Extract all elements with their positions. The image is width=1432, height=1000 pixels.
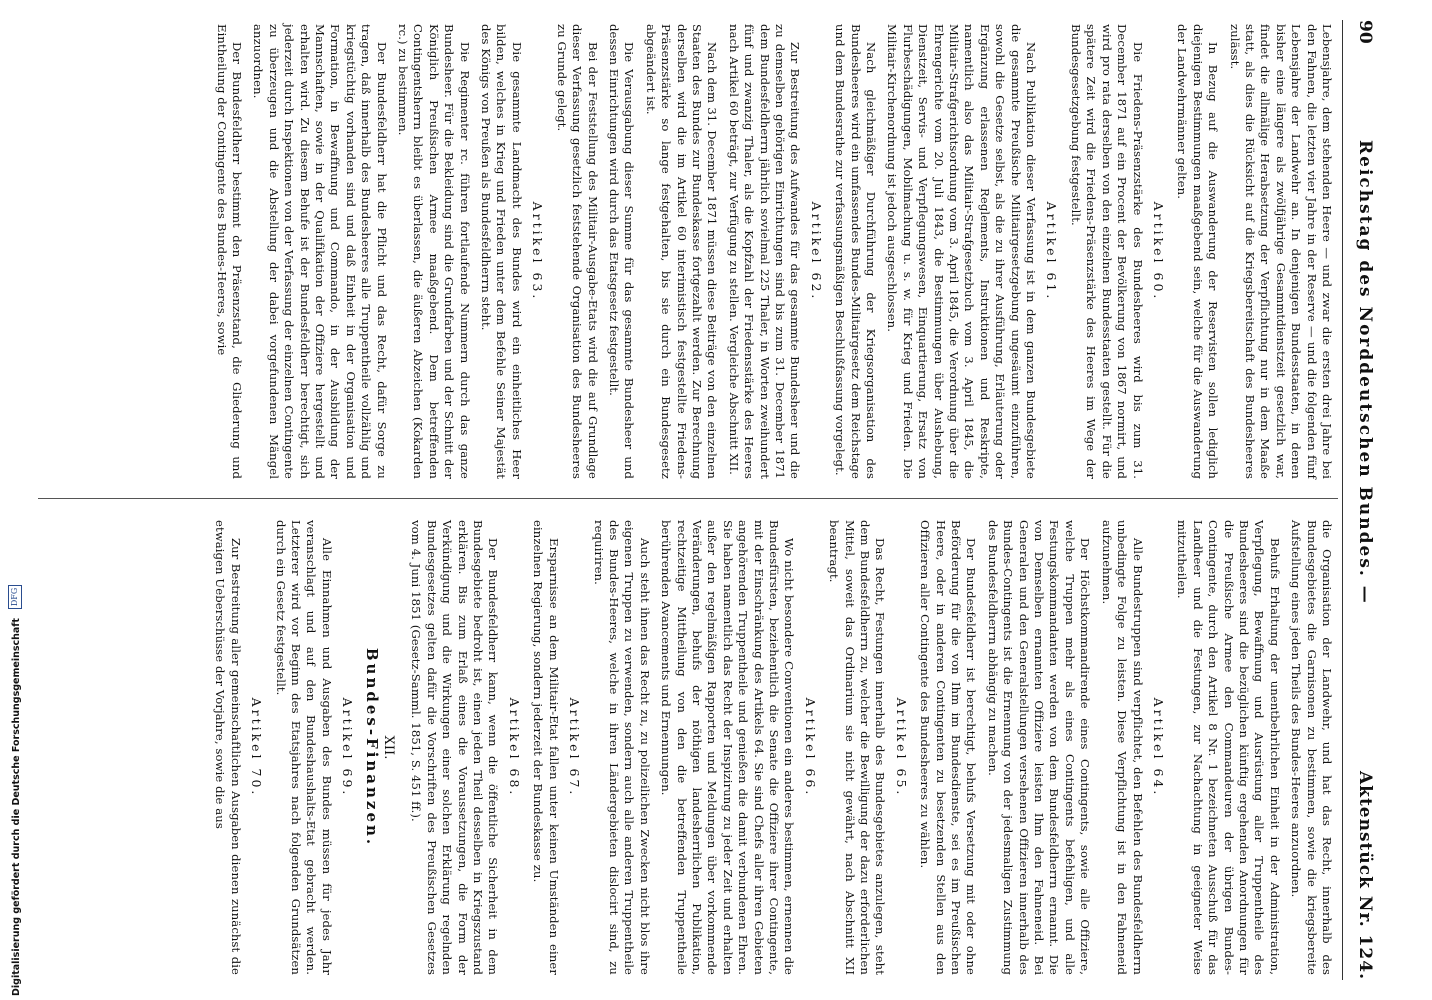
credit-rotator <box>4 576 22 996</box>
paragraph: Nach gleichmäßiger Durchführung der Kriegsorganisation des Bundesheeres wird ein umfassendes Bundes-Militairgesetz dem Reichstage und dem Bundesrathe zur verfassungsmäßigen Beschlußfassung vorgelegt. <box>833 24 879 479</box>
article-heading: Artikel 63. <box>530 201 546 302</box>
section-number: XII. <box>381 735 397 760</box>
paragraph: Zur Bestreitung aller gemeinschaftlichen Ausgaben dienen zunächst die etwaigen Ueberschüsse der Vorjahre, sowie die aus <box>213 520 243 975</box>
paragraph: Alle Bundestruppen sind verpflichtet, den Befehlen des Bundesfeldherrn unbedingte Folge zu leisten. Diese Verpflichtung ist in den Fahneneid aufzunehmen. <box>1099 520 1145 975</box>
page-header <box>1348 20 1375 980</box>
section-title: Bundes-Finanzen. <box>362 647 381 848</box>
paragraph: Nach Publikation dieser Verfassung ist in dem ganzen Bundesgebiete die gesammte Preußische Militairgesetzgebung ungesäumt einzuführen, sowohl die Gesetze selbst, als die zu ihrer Ausführung, Erläuterung oder Ergänzung erlassenen Reglements, Instruktionen und Reskripte, namentlich also das Militair-Strafgesetzbuch vom 3. April 1845, die Militair-Strafgerichtsordnung vom 3. April 1845, die Verordnung über die Ehrengerichte vom 20. Juli 1843, die Bestimmungen über Aushebung, Dienstzeit, Servis- und Verpflegungswesen, Einquartierung, Ersatz von Flurbeschädigungen, Mobilmachung u. s. w. für Krieg und Frieden. Die Militair-Kirchenordnung ist jedoch ausgeschlossen. <box>885 24 1039 479</box>
article-heading: Artikel 69. <box>340 697 356 798</box>
paragraph: Auch steht ihnen das Recht zu, zu polizeilichen Zwecken nicht blos ihre eigenen Truppen zu verwenden, sondern auch alle anderen Truppentheile des Bundes-Heeres, welche in ihren Ländergebieten dislocirt sind, zu requiriren. <box>591 520 652 975</box>
article-heading: Artikel 61. <box>1044 201 1060 302</box>
paragraph: Das Recht, Festungen innerhalb des Bundesgebietes anzulegen, steht dem Bundesfeldherrn zu, welcher die Bewilligung der dazu erforderlichen Mittel, soweit das Ordinarium sie nicht gewährt, nach Abschnitt XII beantragt. <box>827 520 888 975</box>
left-column <box>207 24 1334 479</box>
article-heading: Artikel 64. <box>1150 697 1166 798</box>
paragraph: Nach dem 31. December 1871 müssen diese Beiträge von den einzelnen Staaten des Bundes zur Bundeskasse fortgezahlt werden. Zur Berechnung derselben wird die im Artikel 60 interimistisch festgestellte Friedens-Präsenzstärke so lange festgehalten, bis sie durch ein Bundesgesetz abgeändert ist. <box>643 24 720 479</box>
page-rotator <box>15 0 1390 1000</box>
article-heading: Artikel 60. <box>1150 201 1166 302</box>
paragraph: Die Verausgabung dieser Summe für das gesammte Bundesheer und dessen Einrichtungen wird durch das Etatsgesetz festgestellt. <box>606 24 637 479</box>
paragraph: Der Höchstkommandirende eines Contingents, sowie alle Offiziere, welche Truppen mehr als eines Contingents befehligen, und alle Festungskommandanten werden von dem Bundesfeldherrn ernannt. Die von Demselben ernannten Offiziere leisten Ihm den Fahneneid. Bei Generalen und den Generalstellungen versehenen Offizieren innerhalb des Bundes-Contingents ist die Ernennung von der jedesmaligen Zustimmung des Bundesfeldherrn abhängig zu machen. <box>985 520 1093 975</box>
document-number: Aktenstück Nr. 124. <box>1355 770 1375 980</box>
paragraph: Der Bundesfeldherr hat die Pflicht und das Recht, dafür Sorge zu tragen, daß innerhalb des Bundesheeres alle Truppentheile vollzählig und kriegstüchtig vorhanden sind und daß Einheit in der Organisation und Formation, in Bewaffnung und Commando, in der Ausbildung der Mannschaften, sowie in der Qualifikation der Offiziere hergestellt und erhalten wird. Zu diesem Behufe ist der Bundesfeldherr berechtigt, sich jederzeit durch Inspektionen von der Verfassung der einzelnen Contingente zu überzeugen und die Abstellung der dabei vorgefundenen Mängel anzuordnen. <box>251 24 389 479</box>
paragraph: Ersparnisse an dem Militair-Etat fallen unter keinen Umständen einer einzelnen Regierung, sondern jederzeit der Bundeskasse zu. <box>531 520 561 975</box>
header-rule <box>1342 20 1343 980</box>
paragraph: Der Bundesfeldherr kann, wenn die öffentliche Sicherheit in dem Bundesgebiete bedroht ist, einen jeden Theil desselben in Kriegszustand erklären. Bis zum Erlaß eines die Voraussetzungen, die Form der Verkündigung und die Wirkungen einer solchen Erklärung regelnden Bundesgesetzes gelten dafür die Vorschriften des Preußischen Gesetzes vom 4. Juni 1851 (Gesetz-Samml. 1851, S. 451 ff.). <box>409 520 501 975</box>
page-number: 90 <box>1355 20 1375 44</box>
paragraph: Der Bundesfeldherr bestimmt den Präsenzstand, die Gliederung und Eintheilung der Contingente des Bundes-Heeres, sowie <box>214 24 244 479</box>
article-heading: Artikel 68. <box>506 697 522 798</box>
article-heading: Artikel 67. <box>567 697 583 798</box>
paragraph: Zur Bestreitung des Aufwandes für das gesammte Bundesheer und die zu demselben gehörigen Einrichtungen sind bis zum 31. December 1871 dem Bundesfeldherrn jährlich sovielmal 225 Thaler, in Worten zweihundert fünf und zwanzig Thaler, als die Kopfzahl der Friedensstärke des Heeres nach Artikel 60 beträgt, zur Verfügung zu stellen. Vergleiche Abschnitt XII. <box>726 24 803 479</box>
paragraph: Die Regimenter rc. führen fortlaufende Nummern durch das ganze Bundesheer. Für die Bekleidung sind die Grundfarben und der Schnitt der Königlich Preußischen Armee maaßgebend. Dem betreffenden Contingentsherrn bleibt es überlassen, die äußeren Abzeichen (Kokarden rc.) zu bestimmen. <box>396 24 472 479</box>
paragraph: Behufs Erhaltung der unentbehrlichen Einheit in der Administration, Verpflegung, Bewaffnung und Ausrüstung aller Truppentheile des Bundesheeres sind die bezüglichen künftig ergehenden Anordnungen für die Preußische Armee den Commandeuren der übrigen Bundes-Contingente, durch den Artikel 8 Nr. 1 bezeichneten Ausschuß für das Landheer und die Festungen, zur Nachachtung in geeigneter Weise mitzutheilen. <box>1175 520 1282 975</box>
article-heading: Artikel 65. <box>893 697 909 798</box>
article-heading: Artikel 62. <box>808 201 824 302</box>
paragraph: Lebensjahre, dem stehenden Heere — und zwar die ersten drei Jahre bei den Fahnen, die letzten vier Jahre in der Reserve — und die folgenden fünf Lebensjahre der Landwehr an. In denjenigen Bundesstaaten, in denen bisher eine längere als zwölfjährige Gesammtdienstzeit gesetzlich war, findet die allmälige Herabsetzung der Verpflichtung nur in dem Maaße statt, als dies die Rücksicht auf die Kriegsbereitschaft des Bundesheeres zulässt. <box>1227 24 1334 479</box>
page-content <box>15 0 1390 1000</box>
paragraph: In Bezug auf die Auswanderung der Reservisten sollen lediglich diejenigen Bestimmungen maaßgebend sein, welche für die Auswanderung der Landwehrmänner gelten. <box>1175 24 1221 479</box>
paragraph: Bei der Feststellung des Militair-Ausgabe-Etats wird die auf Grundlage dieser Verfassung gesetzlich feststehende Organisation des Bundesheeres zu Grunde gelegt. <box>554 24 600 479</box>
article-heading: Artikel 70. <box>249 697 265 798</box>
page-title: Reichstag des Norddeutschen Bundes. — <box>1355 140 1375 605</box>
article-heading: Artikel 66. <box>802 697 818 798</box>
paragraph: Die Friedens-Präsenzstärke des Bundesheeres wird bis zum 31. December 1871 auf ein Procent der Bevölkerung von 1867 normirt, und wird pro rata derselben von den einzelnen Bundesstaaten gestellt. Für die spätere Zeit wird die Friedens-Präsenzstärke des Heeres im Wege der Bundesgesetzgebung festgestellt. <box>1068 24 1145 479</box>
paragraph: Alle Einnahmen und Ausgaben des Bundes müssen für jedes Jahr veranschlagt und auf den Bundeshaushalts-Etat gebracht werden. Letzterer wird vor Beginn des Etatsjahres nach folgenden Grundsätzen durch ein Gesetz festgestellt. <box>273 520 334 975</box>
dfg-logo-icon: DFG <box>8 585 22 609</box>
column-divider <box>38 498 1338 499</box>
paragraph: Die gesammte Landmacht des Bundes wird ein einheitliches Heer bilden, welches in Krieg und Frieden unter dem Befehle Seiner Majestät des Königs von Preußen als Bundesfeldherrn steht. <box>479 24 524 479</box>
paragraph: Wo nicht besondere Conventionen ein anderes bestimmen, ernennen die Bundesfürsten, beziehentlich die Senate die Offiziere ihrer Contingente, mit der Einschränkung des Artikels 64. Sie sind Chefs aller ihren Gebieten angehörenden Truppentheile und genießen die damit verbundenen Ehren. Sie haben namentlich das Recht der Inspizirung zu jeder Zeit und erhalten außer den regelmäßigen Rapporten und Meldungen über vorkommende Veränderungen, behufs der nöthigen landesherrlichen Publikation, rechtzeitige Mittheilung von den die betreffenden Truppentheile berührenden Avancements und Ernennungen. <box>659 520 797 975</box>
digitization-credit: Digitalisierung gefördert durch die Deutsche Forschungsgemeinschaft <box>11 618 22 996</box>
right-column <box>206 520 1334 975</box>
paragraph: die Organisation der Landwehr, und hat das Recht, innerhalb des Bundesgebietes die Garnisonen zu bestimmen, sowie die kriegsbereite Aufstellung eines jeden Theils des Bundes-Heeres anzuordnen. <box>1289 520 1334 975</box>
paragraph: Der Bundesfeldherr ist berechtigt, behufs Versetzung mit oder ohne Beförderung für die von Ihm im Bundesdienste, sei es im Preußischen Heere, oder in anderen Contingenten zu besetzenden Stellen aus den Offizieren aller Contingente des Bundesheeres zu wählen. <box>918 520 979 975</box>
